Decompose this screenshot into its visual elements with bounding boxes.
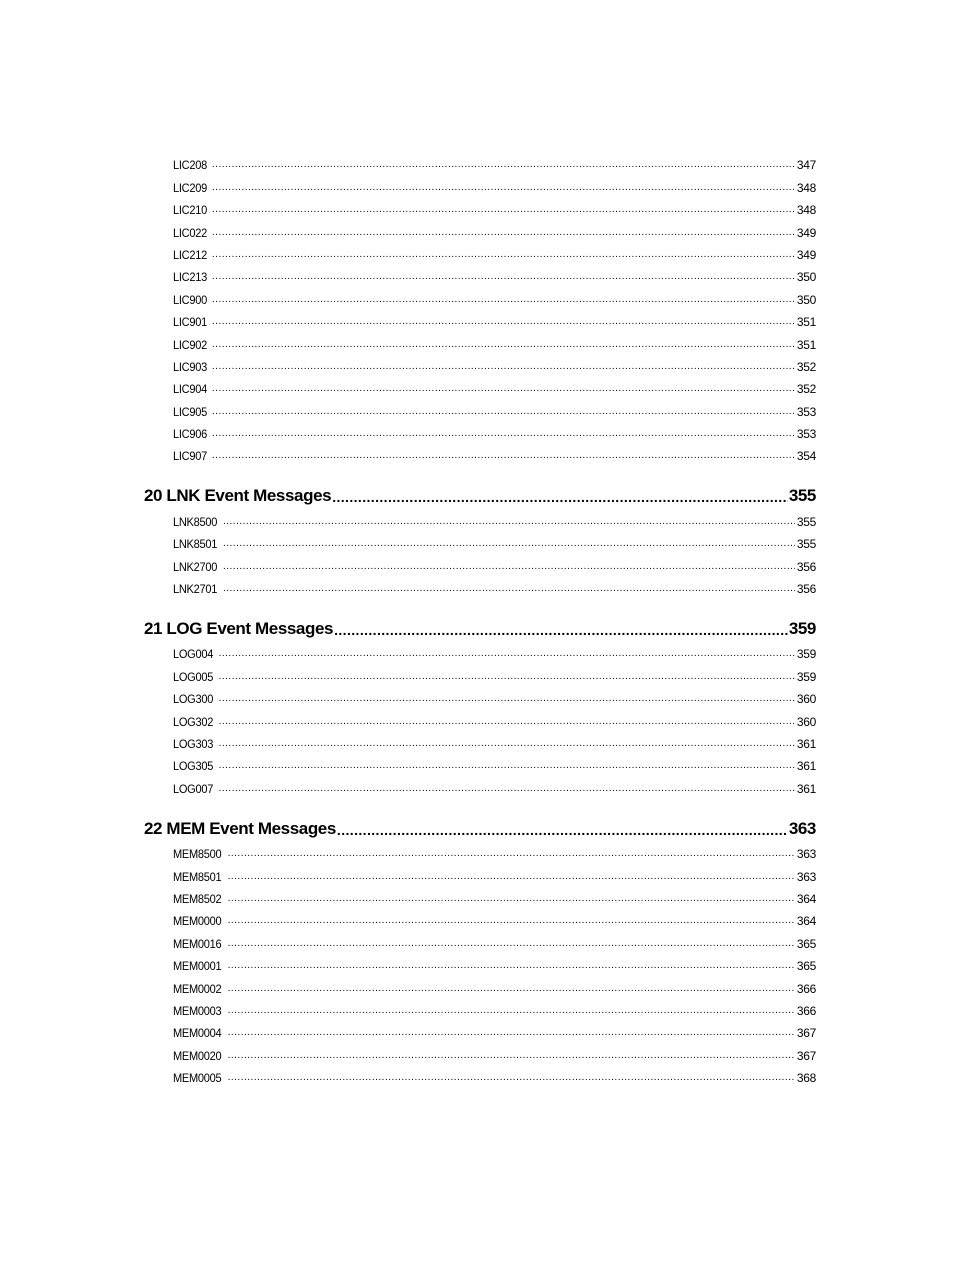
entry-page-number: 349: [796, 225, 816, 240]
entry-label: LIC901: [173, 315, 207, 330]
entry-label: MEM0004: [173, 1026, 222, 1041]
entry-label: LIC907: [173, 449, 207, 464]
chapter-heading[interactable]: [144, 615, 816, 639]
dot-leader: [212, 315, 795, 329]
entry-label: LNK8501: [173, 537, 218, 552]
dot-leader: [337, 821, 788, 839]
entry-page-number: 360: [796, 714, 816, 729]
dot-leader: [219, 782, 795, 796]
toc-entry[interactable]: [173, 996, 816, 1018]
entry-page-number: 363: [796, 847, 816, 862]
entry-page-number: 360: [796, 692, 816, 707]
dot-leader: [228, 1026, 795, 1040]
toc-section: [144, 815, 816, 1085]
entry-page-number: 354: [796, 449, 816, 464]
entry-label: MEM8500: [173, 847, 222, 862]
toc-entry[interactable]: [173, 839, 816, 861]
entry-label: LNK2701: [173, 582, 218, 597]
dot-leader: [212, 338, 795, 352]
dot-leader: [212, 158, 795, 172]
chapter-title: 22 MEM Event Messages: [144, 818, 336, 838]
dot-leader: [219, 670, 795, 684]
entry-label: LIC208: [173, 158, 207, 173]
dot-leader: [212, 360, 795, 374]
dot-leader: [219, 715, 795, 729]
dot-leader: [219, 737, 795, 751]
chapter-heading[interactable]: [144, 815, 816, 839]
entry-page-number: 350: [796, 270, 816, 285]
entry-page-number: 352: [796, 359, 816, 374]
entry-label: LOG305: [173, 759, 214, 774]
toc-section: [144, 150, 816, 463]
toc-entry[interactable]: [173, 172, 816, 194]
toc-entry[interactable]: [173, 374, 816, 396]
toc-entry[interactable]: [173, 574, 816, 596]
entry-label: LNK8500: [173, 514, 218, 529]
entry-label: LOG302: [173, 714, 214, 729]
dot-leader: [228, 982, 795, 996]
entry-page-number: 352: [796, 382, 816, 397]
toc-entry[interactable]: [173, 773, 816, 795]
toc-entry[interactable]: [173, 751, 816, 773]
chapter-title: 21 LOG Event Messages: [144, 619, 334, 639]
dot-leader: [228, 914, 795, 928]
entry-page-number: 368: [796, 1071, 816, 1086]
chapter-page-number: 355: [788, 486, 816, 506]
entry-label: MEM8502: [173, 891, 222, 906]
chapter-heading[interactable]: [144, 482, 816, 506]
dot-leader: [223, 582, 795, 596]
toc-entry[interactable]: [173, 973, 816, 995]
dot-leader: [228, 892, 795, 906]
entry-page-number: 347: [796, 158, 816, 173]
entry-page-number: 365: [796, 959, 816, 974]
entry-label: MEM0003: [173, 1003, 222, 1018]
dot-leader: [228, 1071, 795, 1085]
toc-entry[interactable]: [173, 240, 816, 262]
entry-label: LIC210: [173, 203, 207, 218]
dot-leader: [219, 647, 795, 661]
chapter-page-number: 359: [788, 619, 816, 639]
entry-label: MEM0020: [173, 1048, 222, 1063]
toc-section: [144, 615, 816, 796]
entry-label: LOG300: [173, 692, 214, 707]
entry-page-number: 348: [796, 180, 816, 195]
toc-entry[interactable]: [173, 150, 816, 172]
entry-page-number: 353: [796, 404, 816, 419]
entry-page-number: 351: [796, 337, 816, 352]
entry-label: LNK2700: [173, 559, 218, 574]
toc-entry[interactable]: [173, 951, 816, 973]
toc-entry[interactable]: [173, 551, 816, 573]
toc-entry[interactable]: [173, 928, 816, 950]
entry-label: LIC905: [173, 404, 207, 419]
dot-leader: [228, 847, 795, 861]
entry-page-number: 365: [796, 936, 816, 951]
toc-section: [144, 482, 816, 596]
toc-entry[interactable]: [173, 661, 816, 683]
toc-entry[interactable]: [173, 217, 816, 239]
entry-page-number: 366: [796, 981, 816, 996]
dot-leader: [212, 226, 795, 240]
entry-label: LOG303: [173, 736, 214, 751]
entry-page-number: 367: [796, 1026, 816, 1041]
entry-page-number: 361: [796, 736, 816, 751]
entry-label: LIC209: [173, 180, 207, 195]
entry-page-number: 359: [796, 647, 816, 662]
entry-label: LIC904: [173, 382, 207, 397]
entry-label: LIC906: [173, 427, 207, 442]
toc-entry[interactable]: [173, 262, 816, 284]
entry-page-number: 355: [796, 537, 816, 552]
toc-entry[interactable]: [173, 307, 816, 329]
dot-leader: [228, 1049, 795, 1063]
dot-leader: [332, 488, 788, 506]
entry-page-number: 353: [796, 427, 816, 442]
chapter-title: 20 LNK Event Messages: [144, 486, 332, 506]
entry-page-number: 364: [796, 891, 816, 906]
entry-label: LIC213: [173, 270, 207, 285]
entry-label: LIC900: [173, 292, 207, 307]
entry-page-number: 348: [796, 203, 816, 218]
entry-label: MEM0001: [173, 959, 222, 974]
entry-label: MEM0005: [173, 1071, 222, 1086]
dot-leader: [212, 248, 795, 262]
toc-entry[interactable]: [173, 195, 816, 217]
toc-entry[interactable]: [173, 329, 816, 351]
entry-page-number: 361: [796, 759, 816, 774]
toc-entry[interactable]: [173, 1018, 816, 1040]
dot-leader: [212, 270, 795, 284]
entry-page-number: 356: [796, 582, 816, 597]
dot-leader: [212, 427, 795, 441]
dot-leader: [212, 405, 795, 419]
entry-page-number: 363: [796, 869, 816, 884]
entry-label: LOG007: [173, 781, 214, 796]
toc-entry[interactable]: [173, 1040, 816, 1062]
entry-label: MEM0002: [173, 981, 222, 996]
entry-label: LIC903: [173, 359, 207, 374]
entry-label: LIC212: [173, 247, 207, 262]
toc-entry[interactable]: [173, 639, 816, 661]
entry-page-number: 361: [796, 781, 816, 796]
toc-entry[interactable]: [173, 684, 816, 706]
entry-page-number: 364: [796, 914, 816, 929]
toc-entry[interactable]: [173, 729, 816, 751]
dot-leader: [212, 181, 795, 195]
toc-entry[interactable]: [173, 396, 816, 418]
entry-page-number: 349: [796, 247, 816, 262]
entry-label: MEM8501: [173, 869, 222, 884]
toc-entry[interactable]: [173, 884, 816, 906]
entry-label: LOG004: [173, 647, 214, 662]
toc-entry[interactable]: [173, 506, 816, 528]
entry-page-number: 359: [796, 669, 816, 684]
entry-label: MEM0000: [173, 914, 222, 929]
entry-label: MEM0016: [173, 936, 222, 951]
entry-page-number: 356: [796, 559, 816, 574]
toc-entry[interactable]: [173, 284, 816, 306]
toc-entry[interactable]: [173, 529, 816, 551]
dot-leader: [223, 560, 795, 574]
dot-leader: [228, 1004, 795, 1018]
toc-entry[interactable]: [173, 441, 816, 463]
toc-entry[interactable]: [173, 706, 816, 728]
entry-page-number: 367: [796, 1048, 816, 1063]
entry-label: LOG005: [173, 669, 214, 684]
entry-label: LIC022: [173, 225, 207, 240]
chapter-page-number: 363: [788, 818, 816, 838]
dot-leader: [334, 621, 788, 639]
entry-page-number: 366: [796, 1003, 816, 1018]
entry-label: LIC902: [173, 337, 207, 352]
table-of-contents: [144, 150, 816, 1085]
toc-entry[interactable]: [173, 861, 816, 883]
dot-leader: [228, 870, 795, 884]
entry-page-number: 351: [796, 315, 816, 330]
toc-entry[interactable]: [173, 1063, 816, 1085]
dot-leader: [212, 293, 795, 307]
toc-entry[interactable]: [173, 906, 816, 928]
dot-leader: [228, 937, 795, 951]
dot-leader: [219, 692, 795, 706]
dot-leader: [223, 537, 795, 551]
toc-entry[interactable]: [173, 419, 816, 441]
dot-leader: [212, 203, 795, 217]
dot-leader: [212, 382, 795, 396]
entry-page-number: 355: [796, 514, 816, 529]
dot-leader: [212, 449, 795, 463]
dot-leader: [219, 759, 795, 773]
dot-leader: [228, 959, 795, 973]
dot-leader: [223, 515, 795, 529]
entry-page-number: 350: [796, 292, 816, 307]
toc-entry[interactable]: [173, 352, 816, 374]
